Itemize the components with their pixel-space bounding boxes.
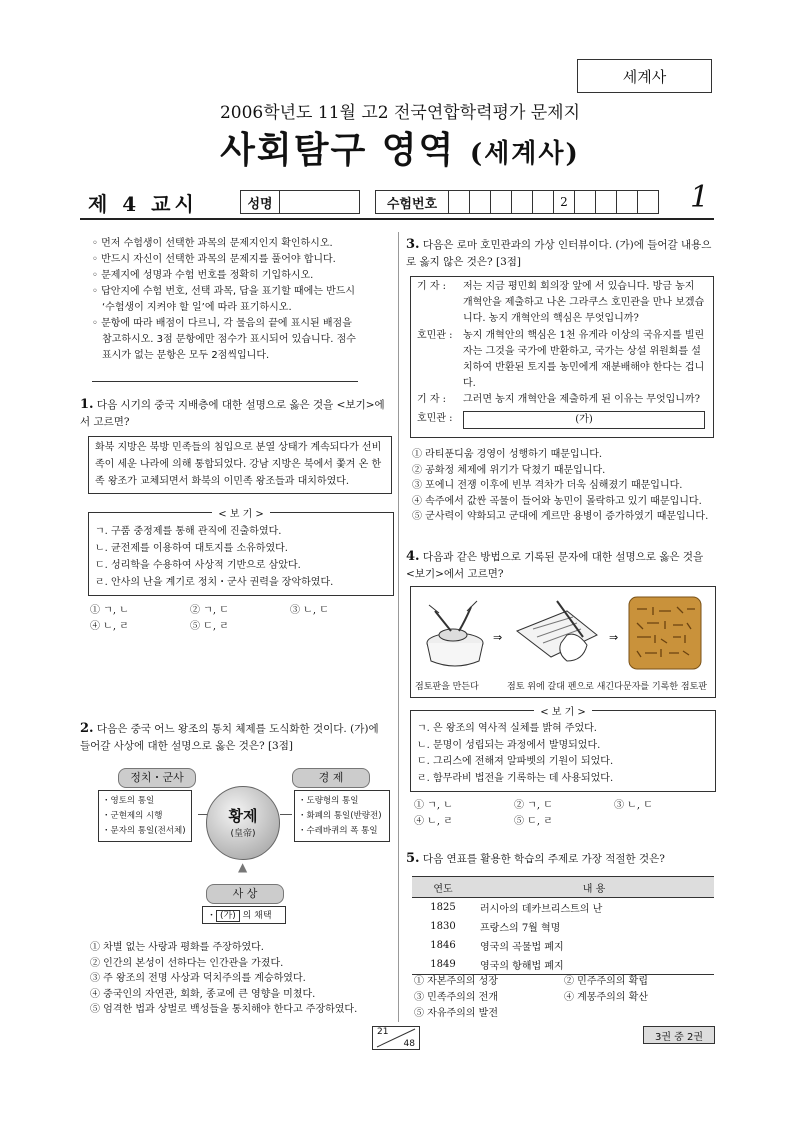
table-cell: 프랑스의 7월 혁명 [480,923,561,934]
dialog-line [417,279,707,328]
option[interactable]: ⑤ 군사력이 약화되고 군대에 게르만 용병이 증가하였기 때문입니다. [412,511,709,522]
option[interactable]: ② 인간의 본성이 선하다는 인간관을 가졌다. [90,957,284,969]
option[interactable]: ④ 속주에서 값싼 곡물이 들어와 농민이 몰락하고 있기 때문입니다. [412,495,702,507]
question-text: 다음 시기의 중국 지배층에 대한 설명으로 옳은 것을 <보기>에서 고르면? [80,399,385,428]
name-label: 성명 [241,191,280,213]
bogi-item: ㄷ. 성리학을 수용하여 사상적 기반으로 삼았다. [95,560,301,571]
option[interactable]: ① 자본주의의 성장 [414,976,498,987]
instruction-item: ◦ 문항에 따라 배점이 다르니, 각 물음의 끝에 표시된 배점을 참고하시오. 3점 문항에만 점수가 표시되어 있습니다. 점수 표시가 없는 문항은 모두 2점씩입니다. [92,318,356,361]
diagram-item: ・문자의 통일(전서체) [102,826,186,836]
table-cell: 러시아의 데카브리스트의 난 [480,904,603,915]
speech: 농지 개혁안의 핵심은 1천 유게라 이상의 국유지를 빌린 자는 그것을 국가에 반환하고, 국가는 상설 위원회를 설치하여 반환된 토지를 농민에게 재분배해야 한다는 겁니다. [463,329,705,390]
table-row [412,955,714,975]
diagram-left-items [98,790,192,842]
question-text: 다음은 로마 호민관과의 가상 인터뷰이다. (가)에 들어갈 내용으로 옳지 않은 것은? [3점] [406,239,712,268]
question-number: 3. [406,237,420,252]
header-divider [80,218,714,220]
arrow-right-icon: ⇒ [609,631,619,644]
diagram-slot-suffix: 의 채택 [242,911,272,921]
table-row [412,917,714,936]
q1-passage: 화북 지방은 북방 민족들의 침입으로 분열 상태가 계속되다가 선비족이 세운 나라에 의해 통합되었다. 강남 지방은 북에서 쫓겨 온 한족 왕조가 교체되면서 화북의 이민족 왕조들과 대치하였다. [88,436,392,494]
diagram-item: ・영토의 통일 [102,796,155,806]
main-title-sub: (세계사) [469,139,580,169]
reed-pen-illustration [507,591,611,673]
q2-diagram [88,768,392,938]
q4-options [414,798,714,830]
table-header: 내 용 [474,877,714,898]
subject-badge: 세계사 [577,59,712,93]
arrow-right-icon: ⇒ [493,631,503,644]
number-cell[interactable] [617,191,638,213]
q4-images [410,586,716,698]
table-row [412,936,714,955]
diagram-center-sub: (皇帝) [230,829,256,839]
option[interactable]: ⑤ ㄷ, ㄹ [514,816,553,827]
table-cell: 1846 [430,940,456,951]
question-3 [406,236,714,271]
exam-number-field[interactable] [375,190,659,214]
diagram-item: ・군현제의 시행 [102,811,163,821]
option[interactable]: ② ㄱ, ㄷ [514,800,553,811]
question-number: 2. [80,721,94,736]
speaker: 기 자 : [417,281,447,292]
page-indicator-bottom: 48 [403,1039,415,1049]
diagram-right-items [294,790,390,842]
question-number: 4. [406,549,420,564]
q4-bogi [410,707,716,792]
table-cell: 1825 [430,902,456,913]
number-cell[interactable] [596,191,617,213]
option[interactable]: ④ 계몽주의의 확산 [564,992,648,1003]
bogi-item: ㄱ. 구품 중정제를 통해 관직에 진출하였다. [95,526,282,537]
caption: 점토판을 만든다 [415,682,479,692]
question-1 [80,396,392,431]
number-cell[interactable]: 2 [554,191,575,213]
bogi-item: ㄹ. 함무라비 법전을 기록하는 데 사용되었다. [417,772,614,784]
question-text: 다음 연표를 활용한 학습의 주제로 가장 적절한 것은? [422,853,665,865]
bogi-title: < 보 기 > [212,509,270,520]
page-indicator-top: 21 [377,1027,389,1037]
q2-options [90,940,394,1018]
instructions-divider [92,381,358,382]
diagram-item: ・도량형의 통일 [298,796,359,806]
name-input-area[interactable] [280,191,359,213]
option[interactable]: ④ ㄴ, ㄹ [90,621,129,632]
exam-number-label: 수험번호 [376,191,449,213]
option[interactable]: ④ ㄴ, ㄹ [414,816,453,827]
number-cell[interactable] [470,191,491,213]
name-field[interactable] [240,190,360,214]
exam-title: 2006학년도 11월 고2 전국연합학력평가 문제지 [219,103,581,123]
main-title-text: 사회탐구 영역 [220,129,456,171]
table-row [412,898,714,918]
bogi-item: ㄴ. 균전제를 이용하여 대토지를 소유하였다. [95,543,288,554]
instruction-item: ◦ 답안지에 수험 번호, 선택 과목, 답을 표기할 때에는 반드시 ‘수험생이 지켜야 할 일’에 따라 표기하시오. [92,286,356,313]
number-cell[interactable] [449,191,470,213]
diagram-bottom-box: ・ (가) 의 채택 [202,906,286,924]
page-number: 1 [690,180,710,215]
option[interactable]: ① ㄱ, ㄴ [90,605,129,616]
speaker: 호민관 : [417,412,453,424]
bogi-item: ㄷ. 그리스에 전해져 알파벳의 기원이 되었다. [417,756,614,767]
instruction-item: ◦ 반드시 자신이 선택한 과목의 문제지를 풀어야 합니다. [92,254,336,265]
timeline-table [412,876,714,975]
period-label: 제 4 교시 [88,192,198,216]
dialog-line [417,411,707,429]
question-text: 다음과 같은 방법으로 기록된 문자에 대한 설명으로 옳은 것을 <보기>에서 고르면? [406,551,704,580]
caption: 문자를 기록한 점토판 [623,682,707,692]
volume-badge: 3권 중 2권 [643,1026,715,1044]
option[interactable]: ① 차별 없는 사랑과 평화를 주장하였다. [90,942,264,953]
number-cell[interactable] [512,191,533,213]
bogi-item: ㄴ. 문명이 성립되는 과정에서 발명되었다. [417,739,601,751]
option[interactable]: ② 공화정 체제에 위기가 닥쳤기 때문입니다. [412,464,606,476]
caption: 점토 위에 갈대 펜으로 새긴다 [507,682,623,692]
cuneiform-tablet-image [625,593,705,673]
option[interactable]: ③ ㄴ, ㄷ [290,605,329,616]
question-text: 다음은 중국 어느 왕조의 통치 체제를 도식화한 것이다. (가)에 들어갈 사상에 대한 설명으로 옳은 것은? [3점] [80,723,379,752]
option[interactable]: ② ㄱ, ㄷ [190,605,229,616]
dialog-line [417,328,707,393]
main-title [0,122,800,173]
bogi-item: ㄹ. 안사의 난을 계기로 정치・군사 권력을 장악하였다. [95,577,334,588]
option[interactable]: ⑤ 자유주의의 발전 [414,1008,498,1019]
question-number: 5. [406,851,420,866]
option[interactable]: ④ 중국인의 자연관, 회화, 종교에 큰 영향을 미쳤다. [90,988,316,1000]
option[interactable]: ③ 민족주의의 전개 [414,992,498,1003]
speaker: 기 자 : [417,394,447,406]
page-indicator [372,1026,420,1050]
option[interactable]: ② 민주주의의 확립 [564,976,648,987]
arrow-up-icon: ▲ [238,860,248,874]
diagram-left-label: 정치・군사 [118,768,196,788]
option[interactable]: ③ ㄴ, ㄷ [614,800,653,811]
question-5 [406,850,714,868]
option[interactable]: ③ 포에니 전쟁 이후에 빈부 격차가 더욱 심해졌기 때문입니다. [412,480,683,491]
diagram-item: ・수레바퀴의 폭 통일 [298,826,378,836]
table-cell: 영국의 항해법 폐지 [474,955,714,975]
speaker: 호민관 : [417,329,453,341]
q1-bogi [88,509,394,596]
q5-options [414,974,714,1022]
answer-slot: (가) [463,411,705,429]
diagram-item: ・화폐의 통일(반량전) [298,811,382,821]
option[interactable]: ⑤ 엄격한 법과 상벌로 백성들을 통치해야 한다고 주장하였다. [90,1004,358,1015]
column-divider [398,232,399,1022]
option[interactable]: ① 라티푼디움 경영이 성행하기 때문입니다. [412,449,603,460]
diagram-center-title: 황제 [228,807,258,825]
option[interactable]: ③ 주 왕조의 전명 사상과 덕치주의를 계승하였다. [90,973,306,984]
clay-making-illustration [415,591,493,673]
instructions [92,236,362,364]
option[interactable]: ① ㄱ, ㄴ [414,800,453,811]
emperor-circle [206,786,280,860]
q3-options [412,447,722,525]
question-2 [80,720,392,755]
diagram-right-label: 경 제 [292,768,370,788]
number-cell[interactable] [533,191,554,213]
question-4 [406,548,714,583]
speech: 그러면 농지 개혁안을 제출하게 된 이유는 무엇입니까? [463,394,700,406]
speech: 저는 지금 평민회 회의장 앞에 서 있습니다. 방금 농지 개혁안을 제출하고 나온 그라쿠스 호민관을 만나 보겠습니다. 농지 개혁안의 핵심은 무엇입니까? [463,281,705,325]
bogi-item: ㄱ. 은 왕조의 역사적 실체를 밝혀 주었다. [417,723,597,734]
diagram-bottom-label: 사 상 [206,884,284,904]
q1-options [90,603,390,635]
table-cell: 1849 [412,955,474,975]
question-number: 1. [80,397,94,412]
table-cell: 1830 [430,921,456,932]
instruction-item: ◦ 먼저 수험생이 선택한 과목의 문제지인지 확인하시오. [92,238,333,249]
dialog-line [417,392,707,408]
diagram-slot: (가) [216,910,240,922]
bogi-title: < 보 기 > [534,707,592,718]
option[interactable]: ⑤ ㄷ, ㄹ [190,621,229,632]
instruction-item: ◦ 문제지에 성명과 수험 번호를 정확히 기입하시오. [92,270,314,281]
table-cell: 영국의 곡물법 폐지 [480,942,564,953]
q3-dialog [410,276,714,438]
number-cell[interactable] [491,191,512,213]
table-header: 연도 [412,877,474,898]
number-cell[interactable] [575,191,596,213]
number-cell[interactable] [638,191,658,213]
